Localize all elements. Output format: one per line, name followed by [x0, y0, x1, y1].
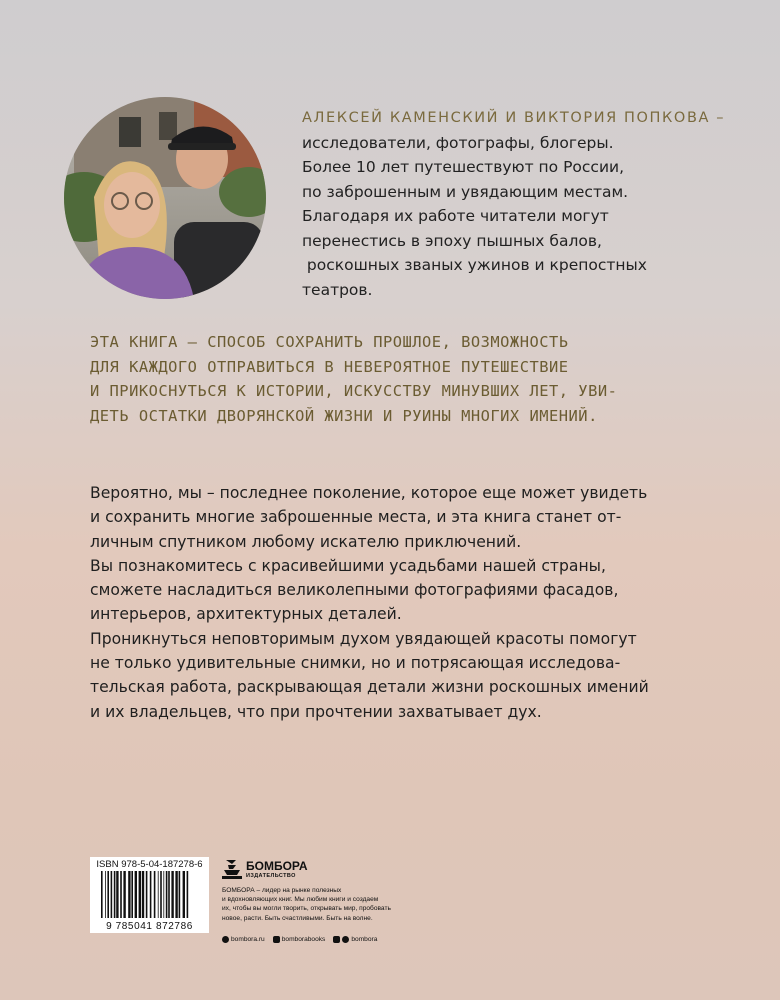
barcode-bar [114, 871, 116, 918]
intro-line: ДЛЯ КАЖДОГО ОТПРАВИТЬСЯ В НЕВЕРОЯТНОЕ ПУТЕШЕСТВИЕ [90, 357, 569, 376]
barcode-bar [111, 871, 113, 918]
barcode-bar [154, 871, 156, 918]
barcode-bar [146, 871, 148, 918]
barcode-bar [158, 871, 159, 918]
isbn-barcode [90, 857, 209, 933]
barcode-bar [101, 871, 103, 918]
publisher-text-line: их, чтобы вы могли творить, открывать мир, пробовать [222, 905, 391, 913]
bio-line: роскошных званых ужинов и крепостных [302, 256, 647, 274]
barcode-bar [179, 871, 181, 918]
body-line: не только удивительные снимки, но и потрясающая исследова- [90, 654, 621, 673]
body-line: личным спутником любому искателю приключений. [90, 532, 522, 551]
barcode-bar [107, 871, 109, 918]
bio-line: Благодаря их работе читатели могут [302, 207, 609, 225]
publisher-subtitle: ИЗДАТЕЛЬСТВО [246, 873, 296, 879]
body-line: Вероятно, мы – последнее поколение, которое еще может увидеть [90, 484, 648, 502]
social-links [222, 936, 422, 943]
publisher-description [222, 886, 422, 923]
publisher-text-line: БОМБОРА – лидер на рынке полезных [222, 887, 342, 894]
barcode-bar [150, 871, 152, 918]
body-line: тельская работа, раскрывающая детали жизни роскошных имений [90, 678, 649, 697]
publisher-text-line: и вдохновляющих книг. Мы любим книги и создаем [222, 896, 379, 904]
social-label: bombora [351, 936, 378, 943]
social-website [222, 936, 265, 943]
description-text [90, 481, 710, 724]
bio-line: перенестись в эпоху пышных балов, [302, 231, 602, 250]
vk-icon [273, 936, 280, 943]
barcode-bar [131, 871, 133, 918]
social-label: bomborabooks [281, 936, 326, 943]
social-messengers [333, 936, 377, 943]
authors-names: АЛЕКСЕЙ КАМЕНСКИЙ И ВИКТОРИЯ ПОПКОВА – [302, 110, 726, 126]
authors-photo [64, 97, 266, 299]
bio-line: Более 10 лет путешествуют по России, [302, 158, 625, 176]
barcode-bar [135, 871, 137, 918]
body-line: и сохранить многие заброшенные места, и эта книга станет от- [90, 508, 622, 527]
bio-line: исследователи, фотографы, блогеры. [302, 133, 614, 152]
bombora-logo-icon [222, 858, 242, 880]
publisher-text-line: новое, расти. Быть счастливыми. Быть на волне. [222, 914, 373, 922]
social-label: bombora.ru [231, 936, 265, 943]
barcode-bar [183, 871, 185, 918]
intro-line: ДЕТЬ ОСТАТКИ ДВОРЯНСКОЙ ЖИЗНИ И РУИНЫ МНОГИХ ИМЕНИЙ. [90, 406, 598, 425]
bio-line: театров. [302, 280, 373, 299]
body-line: интерьеров, архитектурных деталей. [90, 605, 402, 624]
barcode-bar [171, 871, 173, 918]
bio-line: по заброшенным и увядающим местам. [302, 182, 629, 201]
barcode-bar [116, 871, 118, 918]
barcode-bar [105, 871, 106, 918]
barcode-bar [166, 871, 168, 918]
body-line: Вы познакомитесь с красивейшими усадьбами нашей страны, [90, 556, 606, 575]
barcode-bar [139, 871, 141, 918]
barcode-bar [120, 871, 122, 918]
barcode-bar [142, 871, 144, 918]
intro-line: И ПРИКОСНУТЬСЯ К ИСТОРИИ, ИСКУССТВУ МИНУВШИХ ЛЕТ, УВИ- [90, 382, 618, 400]
authors-bio [302, 106, 726, 302]
barcode-bar [160, 871, 162, 918]
isbn-text: ISBN 978-5-04-187278-6 [96, 859, 203, 870]
youtube-icon [333, 936, 340, 943]
ean-number: 9 785041 872786 [106, 921, 193, 932]
barcode-bar [163, 871, 164, 918]
body-line: и их владельцев, что при прочтении захватывает дух. [90, 702, 542, 721]
intro-line: ЭТА КНИГА – СПОСОБ СОХРАНИТЬ ПРОШЛОЕ, ВОЗМОЖНОСТЬ [90, 333, 569, 351]
barcode-bar [128, 871, 130, 918]
body-line: сможете насладиться великолепными фотографиями фасадов, [90, 581, 619, 600]
publisher-name: БОМБОРА [246, 859, 308, 873]
barcode-bar [175, 871, 177, 918]
telegram-icon [342, 936, 349, 943]
body-line: Проникнуться неповторимым духом увядающей красоты помогут [90, 629, 637, 648]
instagram-icon [222, 936, 229, 943]
intro-paragraph [90, 330, 710, 428]
social-vk [273, 936, 326, 943]
barcode-bar [168, 871, 170, 918]
barcode-bar [187, 871, 189, 918]
barcode-bar [123, 871, 125, 918]
